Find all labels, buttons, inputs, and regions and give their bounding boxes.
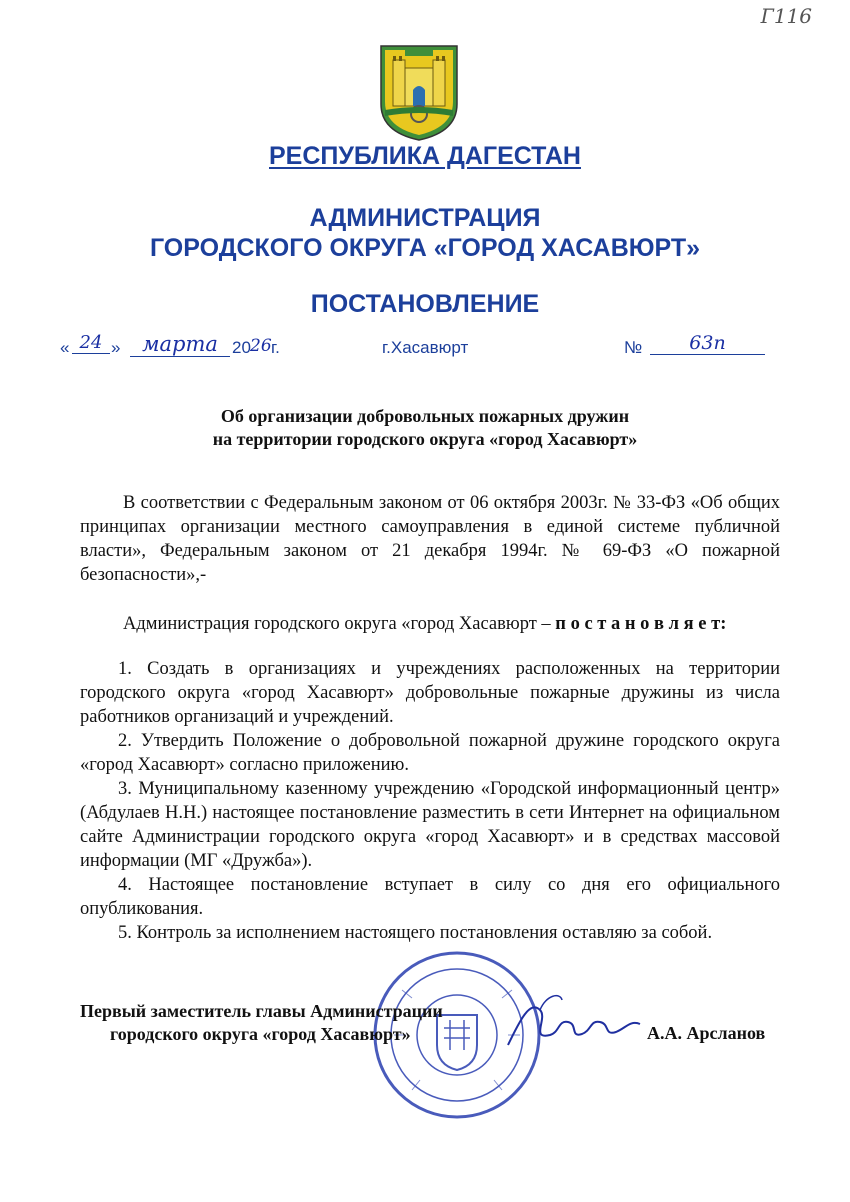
resolves-emphasis: п о с т а н о в л я е т:	[555, 614, 727, 634]
date-year-suffix: 26	[250, 336, 272, 356]
signatory-name: А.А. Арсланов	[647, 1023, 766, 1043]
date-number-line	[60, 334, 780, 364]
date-day: 24	[72, 332, 110, 354]
coat-of-arms-icon	[379, 44, 459, 142]
resolution-item: 1. Создать в организациях и учреждениях расположенных на территории городского округа «город Хасавюрт» добровольные пожарные дружины из числа работников организаций и учреждений.	[80, 659, 780, 727]
administration-line-1: АДМИНИСТРАЦИЯ	[309, 204, 541, 232]
number-label: №	[624, 338, 643, 357]
document-type-heading: ПОСТАНОВЛЕНИЕ	[310, 290, 540, 318]
resolves-paragraph	[80, 612, 780, 636]
resolution-item: 4. Настоящее постановление вступает в силу со дня его официального опубликования.	[80, 875, 780, 919]
date-close-quote: »	[111, 338, 121, 357]
resolution-item: 2. Утвердить Положение о добровольной пожарной дружине городского округа «город Хасавюрт» согласно приложению.	[80, 731, 780, 775]
date-open-quote: «	[60, 338, 70, 357]
preamble-paragraph: В соответствии с Федеральным законом от 06 октября 2003г. № 33-ФЗ «Об общих принципах организации местного самоуправления в единой системе публичной власти», Федеральным законом от 21 декабря 1994г. № 69-ФЗ «О пожарной безопасности»,-	[80, 493, 780, 585]
resolution-item: 5. Контроль за исполнением настоящего постановления оставляю за собой.	[118, 923, 713, 943]
administration-heading	[0, 203, 850, 263]
date-month: марта	[130, 332, 230, 357]
resolution-items	[80, 657, 780, 945]
date-year-prefix: 20	[232, 338, 251, 357]
title-line-2: на территории городского округа «город Хасавюрт»	[212, 429, 638, 449]
position-line-1: Первый заместитель главы Администрации	[80, 1001, 443, 1021]
administration-line-2: ГОРОДСКОГО ОКРУГА «ГОРОД ХАСАВЮРТ»	[149, 234, 701, 262]
resolution-item: 3. Муниципальному казенному учреждению «Городской информационный центр» (Абдулаев Н.Н.) настоящее постановление разместить в сети Интернет на официальном сайте Администрации городского округа «город Хасавюрт» и в средствах массовой информации (МГ «Дружба»).	[80, 779, 780, 871]
document-title	[0, 405, 850, 451]
document-number: 63п	[650, 332, 765, 355]
corner-handwritten-note: Г116	[760, 4, 812, 28]
republic-heading: РЕСПУБЛИКА ДАГЕСТАН	[269, 142, 581, 170]
date-year-end: г.	[271, 338, 280, 357]
handwritten-signature-icon	[500, 990, 650, 1060]
position-line-2: городского округа «город Хасавюрт»	[110, 1024, 411, 1044]
signatory-position	[80, 1000, 443, 1046]
title-line-1: Об организации добровольных пожарных дружин	[220, 406, 630, 426]
resolves-text: Администрация городского округа «город Хасавюрт –	[123, 614, 556, 634]
city-label: г.Хасавюрт	[382, 338, 469, 357]
